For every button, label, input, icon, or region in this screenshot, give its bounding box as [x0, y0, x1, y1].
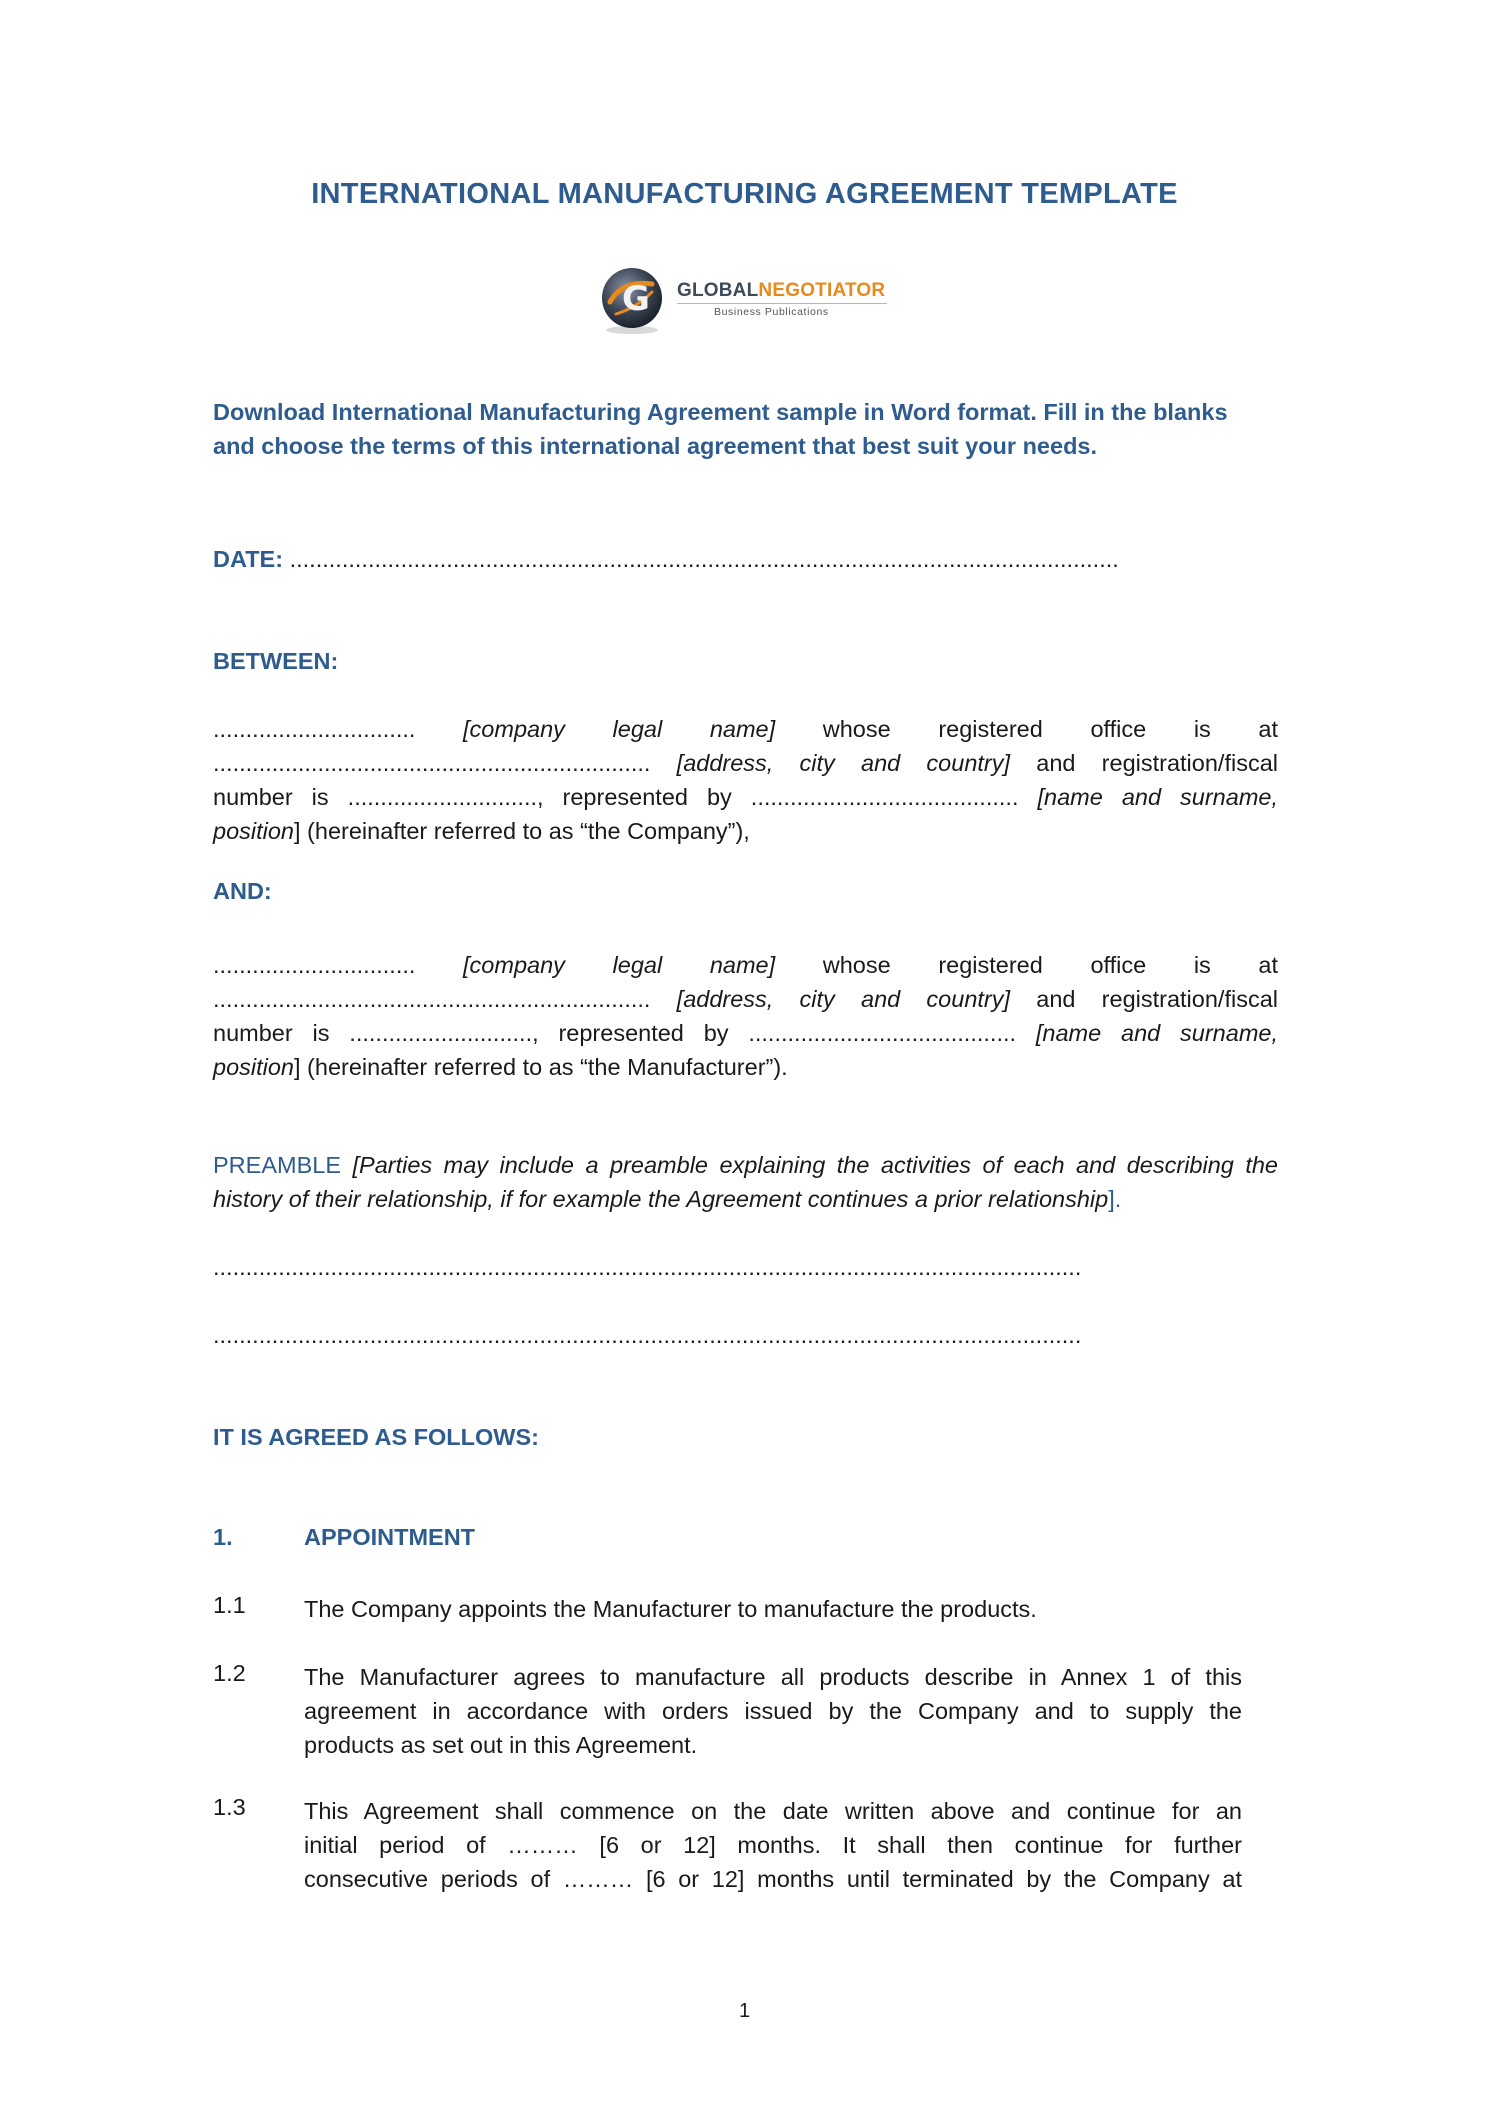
preamble-label: PREAMBLE — [213, 1152, 341, 1178]
party-1-paragraph: ............................... [company legal name] whose registered office is at ................................................................... [address, city and country] and registration/fiscal number is ............................., represented by ......................................... [name and surname, position] (hereinafter referred to as “the Company”), — [213, 716, 1279, 844]
party-2-paragraph: ............................... [company legal name] whose registered office is at ................................................................... [address, city and country] and registration/fiscal number is ............................, represented by ......................................... [name and surname, position] (hereinafter referred to as “the Manufacturer”). — [213, 952, 1279, 1080]
logo-divider — [677, 303, 887, 304]
date-line — [213, 542, 1278, 576]
clause-number: 1.2 — [213, 1660, 246, 1686]
agreed-heading: IT IS AGREED AS FOLLOWS: — [213, 1424, 539, 1450]
between-heading: BETWEEN: — [213, 648, 339, 674]
section-1-number: 1. — [213, 1524, 233, 1550]
clause-text: The Company appoints the Manufacturer to manufacture the products. — [304, 1596, 1037, 1622]
preamble-paragraph: PREAMBLE [Parties may include a preamble explaining the activities of each and describing the history of their relationship, if for example the Agreement continues a prior relationship]. — [213, 1152, 1278, 1212]
intro-paragraph: Download International Manufacturing Agreement sample in Word format. Fill in the blanks and choose the terms of this international agreement that best suit your needs. — [213, 399, 1228, 459]
clause-number: 1.1 — [213, 1592, 246, 1618]
preamble-blank-line-2: ..................................................................................................................................... — [213, 1322, 1082, 1348]
svg-text:G: G — [622, 279, 650, 319]
preamble-blank-line-1: ..................................................................................................................................... — [213, 1254, 1082, 1280]
clause-text: This Agreement shall commence on the date written above and continue for an initial period of ……… [6 or 12] months. It shall then continue for further consecutive periods of ……… [6 or 12] months until terminated by the Company at — [304, 1798, 1242, 1892]
section-1-heading: APPOINTMENT — [304, 1524, 476, 1550]
clause-number: 1.3 — [213, 1794, 246, 1820]
document-title: INTERNATIONAL MANUFACTURING AGREEMENT TEMPLATE — [311, 178, 1178, 210]
and-heading: AND: — [213, 878, 272, 904]
clause-text: The Manufacturer agrees to manufacture all products describe in Annex 1 of this agreement in accordance with orders issued by the Company and to supply the products as set out in this Agreement. — [304, 1664, 1242, 1758]
date-label: DATE: — [213, 546, 284, 572]
logo-subtitle: Business Publications — [714, 306, 829, 318]
logo-wordmark: GLOBALNEGOTIATOR — [677, 280, 886, 301]
date-blank: ............................................................................................................................... — [289, 546, 1119, 572]
globalnegotiator-logo — [592, 262, 892, 336]
globe-logo-icon — [592, 262, 672, 336]
page-number: 1 — [738, 2000, 751, 2022]
